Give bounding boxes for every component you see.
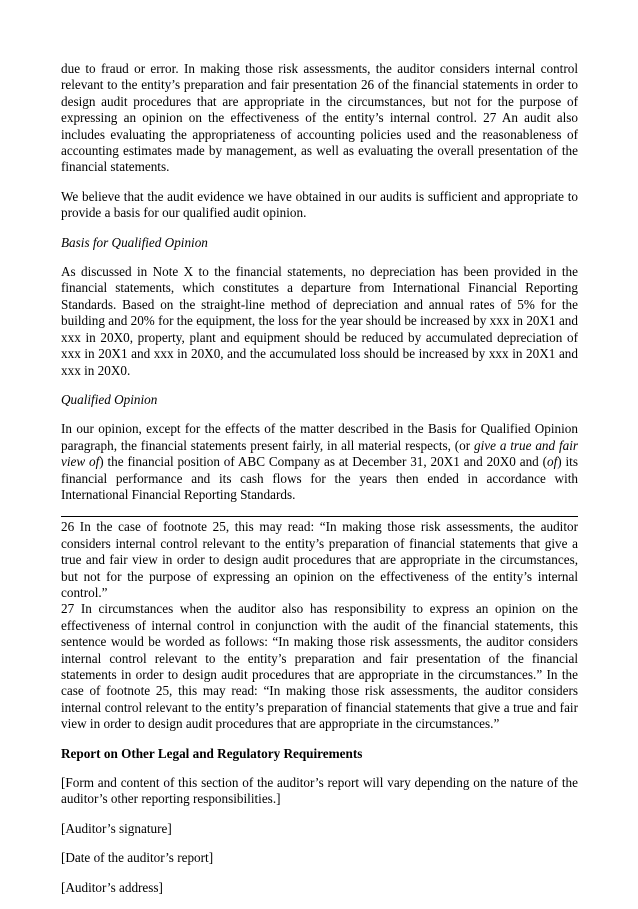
qualified-opinion-heading: Qualified Opinion bbox=[61, 391, 158, 407]
continuation-paragraph: due to fraud or error. In making those risk assessments, the auditor considers internal control relevant to the entity’s preparation and fair presentation 26 of the financial statements in order to design audit procedures that are appropriate in the circumstances, but not for the purpose of expressing an opinion on the effectiveness of the entity’s internal control. 27 An audit also includes evaluating the appropriateness of accounting policies used and the reasonableness of accounting estimates made by management, as well as evaluating the overall presentation of the financial statements. bbox=[61, 61, 578, 175]
footnotes-section bbox=[61, 516, 578, 732]
basis-for-qualified-opinion-paragraph: As discussed in Note X to the financial statements, no depreciation has been provided in the financial statements, which constitutes a departure from International Financial Reporting Standards. Based on the straight-line method of depreciation and annual rates of 5% for the building and 20% for the equipment, the loss for the year should be increased by xxx in 20X1 and xxx in 20X0, property, plant and equipment should be reduced by accumulated depreciation of xxx in 20X1 and xxx in 20X0, and the accumulated loss should be increased by xxx in 20X1 and xxx in 20X0. bbox=[61, 264, 578, 378]
other-requirements-paragraph: [Form and content of this section of the auditor’s report will vary depending on the nature of the auditor’s other reporting responsibilities.] bbox=[61, 775, 578, 807]
footnote-26: 26 In the case of footnote 25, this may read: “In making those risk assessments, the auditor considers internal control relevant to the entity’s preparation of financial statements that give a true and fair view in order to design audit procedures that are appropriate in the circumstances, but not for the purpose of expressing an opinion on the effectiveness of the entity’s internal control.” bbox=[61, 519, 578, 600]
document-page bbox=[61, 61, 578, 909]
qualified-opinion-paragraph bbox=[61, 421, 578, 503]
other-requirements-heading: Report on Other Legal and Regulatory Requirements bbox=[61, 745, 363, 761]
opinion-text-part-2: ) the financial position of ABC Company as at December 31, 20X1 and 20X0 and ( bbox=[99, 454, 548, 470]
report-date-placeholder: [Date of the auditor’s report] bbox=[61, 850, 214, 866]
opinion-text-part-1: In our opinion, except for the effects of the matter described in the Basis for Qualified Opinion paragraph, the financial statements present fairly, in all material respects, (or bbox=[61, 421, 578, 453]
basis-for-qualified-opinion-heading: Basis for Qualified Opinion bbox=[61, 234, 208, 250]
footnote-27: 27 In circumstances when the auditor also has responsibility to express an opinion on the effectiveness of internal control in conjunction with the audit of the financial statements, this sentence would be worded as follows: “In making those risk assessments, the auditor considers internal control relevant to the entity’s preparation and fair presentation of the financial statements in order to design audit procedures that are appropriate in the circumstances.” In the case of footnote 25, this may read: “In making those risk assessments, the auditor considers internal control relevant to the entity’s preparation of financial statements that give a true and fair view in order to design audit procedures that are appropriate in the circumstances.” bbox=[61, 601, 578, 732]
auditor-signature-placeholder: [Auditor’s signature] bbox=[61, 820, 172, 836]
audit-evidence-paragraph: We believe that the audit evidence we have obtained in our audits is sufficient and appropriate to provide a basis for our qualified audit opinion. bbox=[61, 188, 578, 221]
opinion-text-part-3: ) its financial performance and its cash flows for the years then ended in accordance with International Financial Reporting Standards. bbox=[61, 454, 578, 502]
auditor-address-placeholder: [Auditor’s address] bbox=[61, 879, 163, 895]
opinion-italic-phrase: give a true and fair view of bbox=[61, 437, 579, 470]
opinion-italic-of: of bbox=[547, 454, 558, 470]
